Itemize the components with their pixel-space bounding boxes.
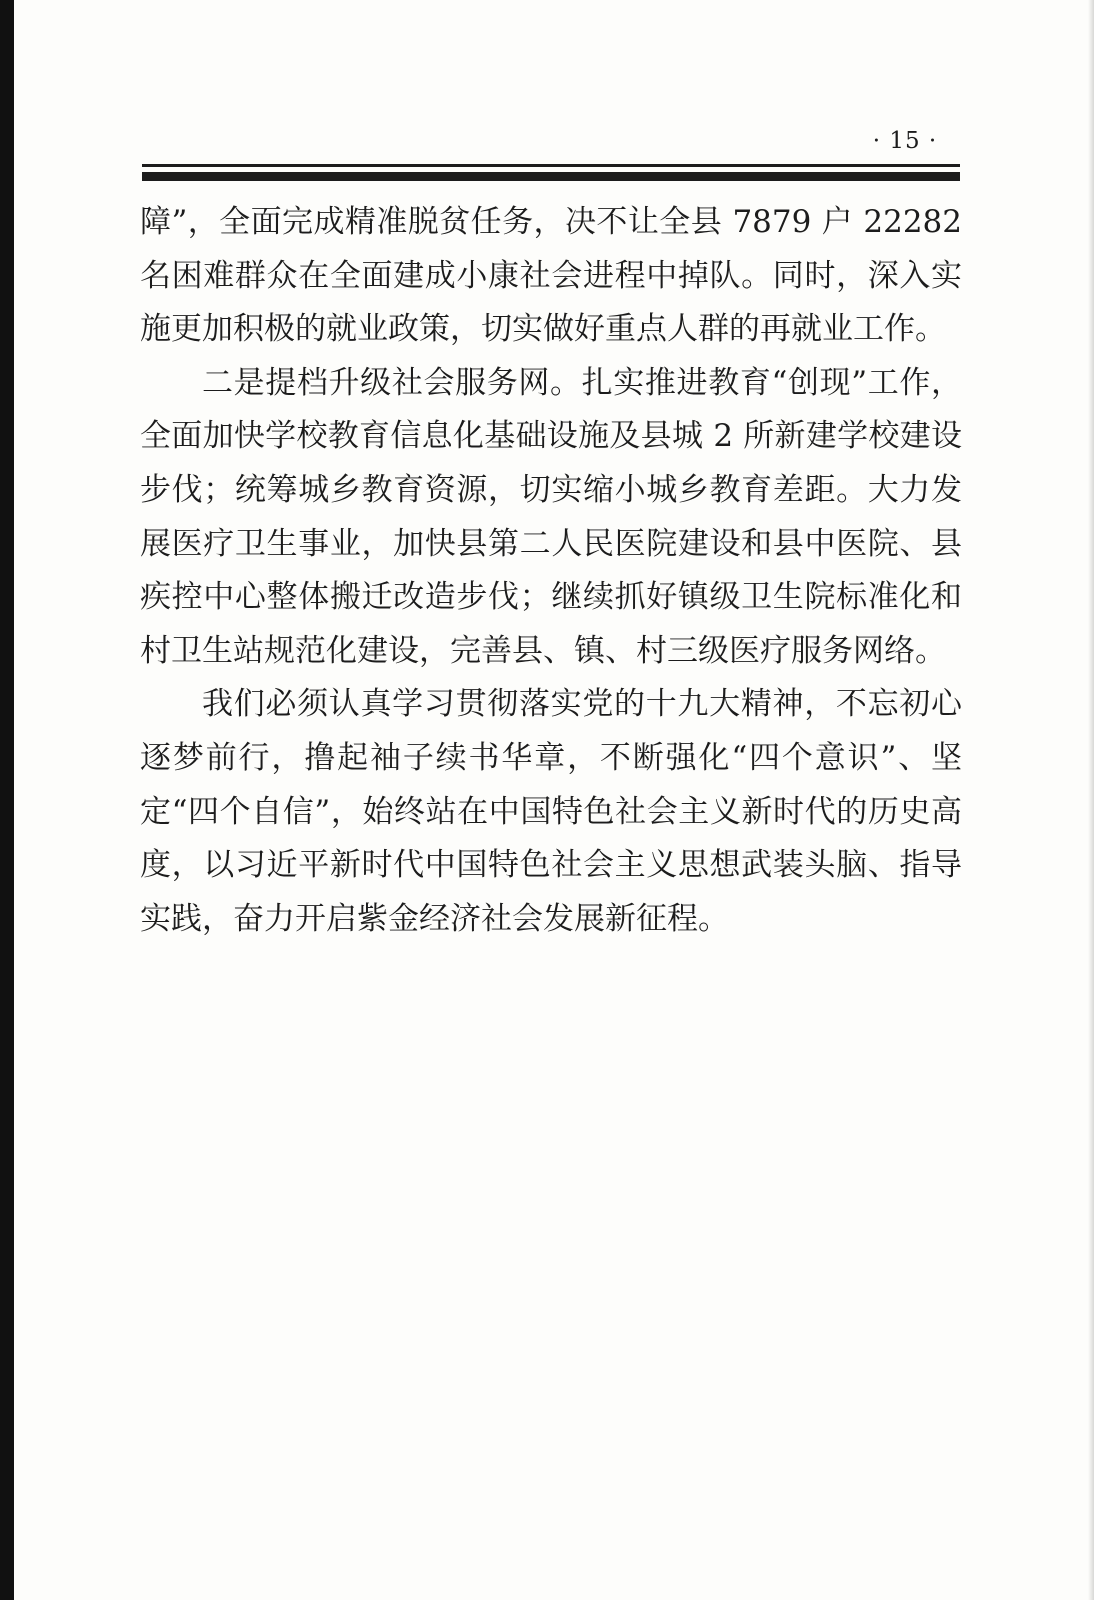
header-rule-thin — [142, 164, 960, 167]
scan-left-edge — [0, 0, 14, 1600]
paragraph-conclusion: 我们必须认真学习贯彻落实党的十九大精神，不忘初心逐梦前行，撸起袖子续书华章，不断强化“四个意识”、坚定“四个自信”，始终站在中国特色社会主义新时代的历史高度，以习近平新时代中国特色社会主义思想武装头脑、指导实践，奋力开启紫金经济社会发展新征程。 — [140, 686, 962, 937]
header-rule-thick — [142, 172, 960, 181]
page-number: · 15 · — [872, 128, 938, 154]
paragraph-social-services: 二是提档升级社会服务网。扎实推进教育“创现”工作，全面加快学校教育信息化基础设施及县城 2 所新建学校建设步伐；统筹城乡教育资源，切实缩小城乡教育差距。大力发展医疗卫生事业，加快县第二人民医院建设和县中医院、县疾控中心整体搬迁改造步伐；继续抓好镇级卫生院标准化和村卫生站规范化建设，完善县、镇、村三级医疗服务网络。 — [140, 364, 962, 669]
paragraph-continued: 障”，全面完成精准脱贫任务，决不让全县 7879 户 22282 名困难群众在全面建成小康社会进程中掉队。同时，深入实施更加积极的就业政策，切实做好重点人群的再就业工作。 — [140, 204, 962, 348]
body-text — [140, 196, 962, 946]
scan-right-edge — [1088, 0, 1094, 1600]
